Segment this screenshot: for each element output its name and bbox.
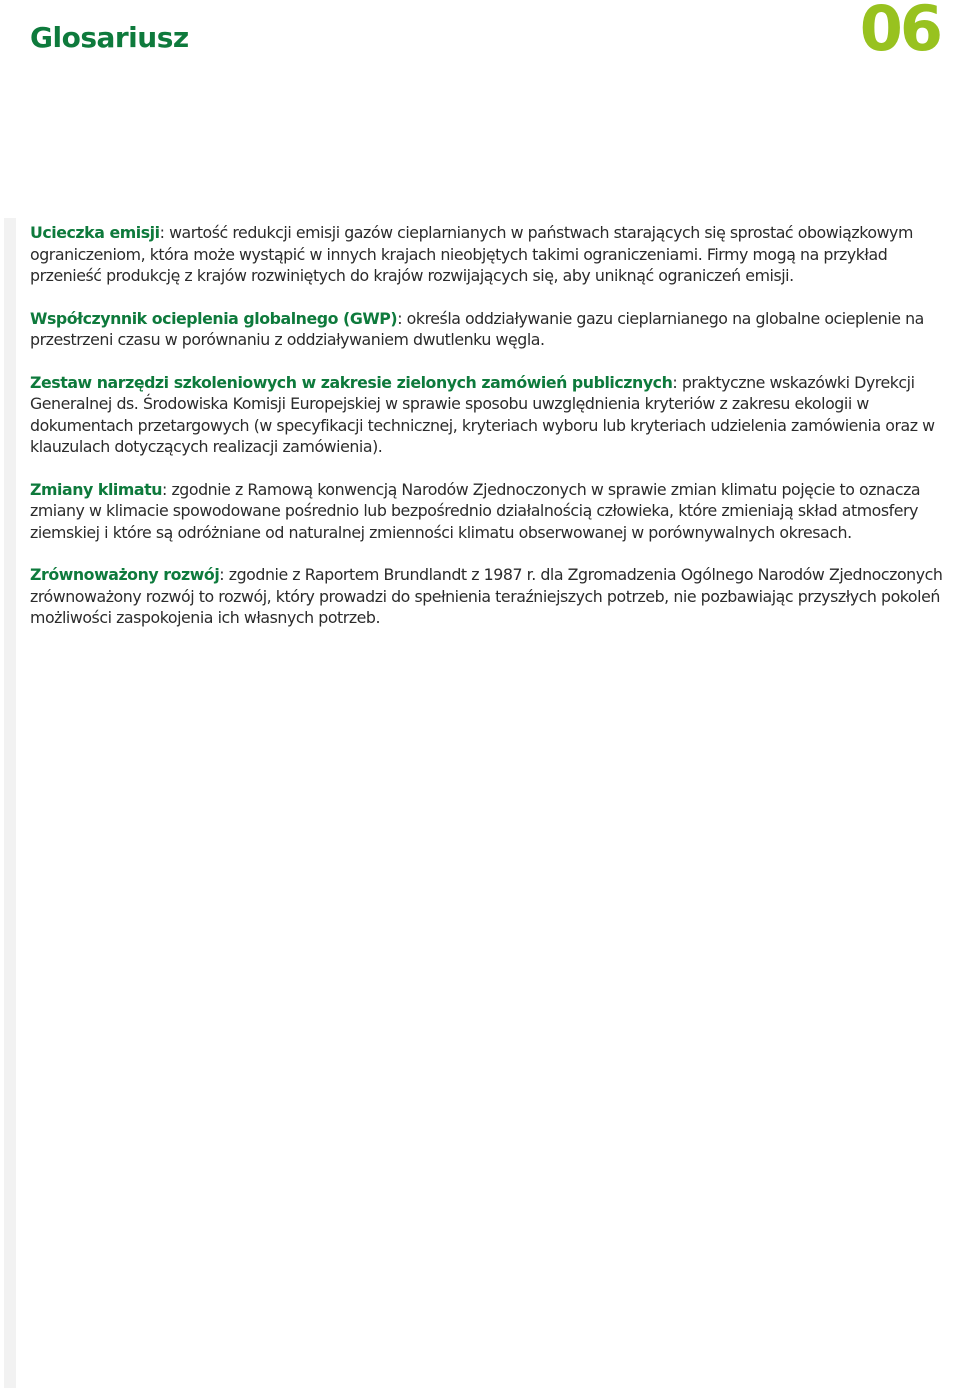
glossary-definition: : określa oddziaływanie gazu cieplarnianego na globalne ocieplenie na przestrzeni czasu w porównaniu z oddziaływaniem dwutlenku węgla. (30, 308, 924, 349)
glossary-entry-zestaw-narzedzi (30, 372, 958, 458)
glossary-definition: : wartość redukcji emisji gazów cieplarnianych w państwach starających się sprostać obowiązkowym ograniczeniom, która może wystąpić w innych krajach nieobjętych takimi ograniczeniami. Firmy mogą na przykład przenieść produkcję z krajów rozwiniętych do krajów rozwijających się, aby uniknąć ograniczeń emisji. (30, 223, 913, 285)
page-title: Glosariusz (30, 21, 189, 54)
glossary-term: Zestaw narzędzi szkoleniowych w zakresie zielonych zamówień publicznych (30, 372, 673, 392)
glossary-definition: : praktyczne wskazówki Dyrekcji Generalnej ds. Środowiska Komisji Europejskiej w sprawie sposobu uwzględnienia kryteriów z zakresu ekologii w dokumentach przetargowych (w specyfikacji technicznej, kryteriach wyboru lub kryteriach udzielenia zamówienia oraz w klauzulach dotyczących realizacji zamówienia). (30, 372, 935, 456)
glossary-entry-wspolczynnik-ocieplenia (30, 308, 958, 351)
glossary-entry-zmiany-klimatu (30, 479, 958, 544)
glossary-entry-zrownowazony-rozwoj (30, 564, 958, 629)
page-number: 06 (859, 0, 940, 65)
glossary-term: Zmiany klimatu (30, 479, 162, 499)
glossary-definition: : zgodnie z Ramową konwencją Narodów Zjednoczonych w sprawie zmian klimatu pojęcie to oznacza zmiany w klimacie spowodowane pośrednio lub bezpośrednio działalnością człowieka, które zmieniają skład atmosfery ziemskiej i które są odróżniane od naturalnej zmienności klimatu obserwowanej w porównywalnych okresach. (30, 479, 921, 542)
glossary-list (30, 222, 958, 629)
glossary-definition: : zgodnie z Raportem Brundlandt z 1987 r. dla Zgromadzenia Ogólnego Narodów Zjednoczonych zrównoważony rozwój to rozwój, który prowadzi do spełnienia teraźniejszych potrzeb, nie pozbawiając przyszłych pokoleń możliwości zaspokojenia ich własnych potrzeb. (30, 565, 943, 627)
glossary-term: Zrównoważony rozwój (30, 565, 220, 584)
glossary-term: Współczynnik ocieplenia globalnego (GWP) (30, 308, 398, 328)
glossary-term: Ucieczka emisji (30, 223, 160, 242)
page-margin-rule (4, 218, 16, 1388)
glossary-entry-ucieczka-emisji (30, 222, 958, 287)
